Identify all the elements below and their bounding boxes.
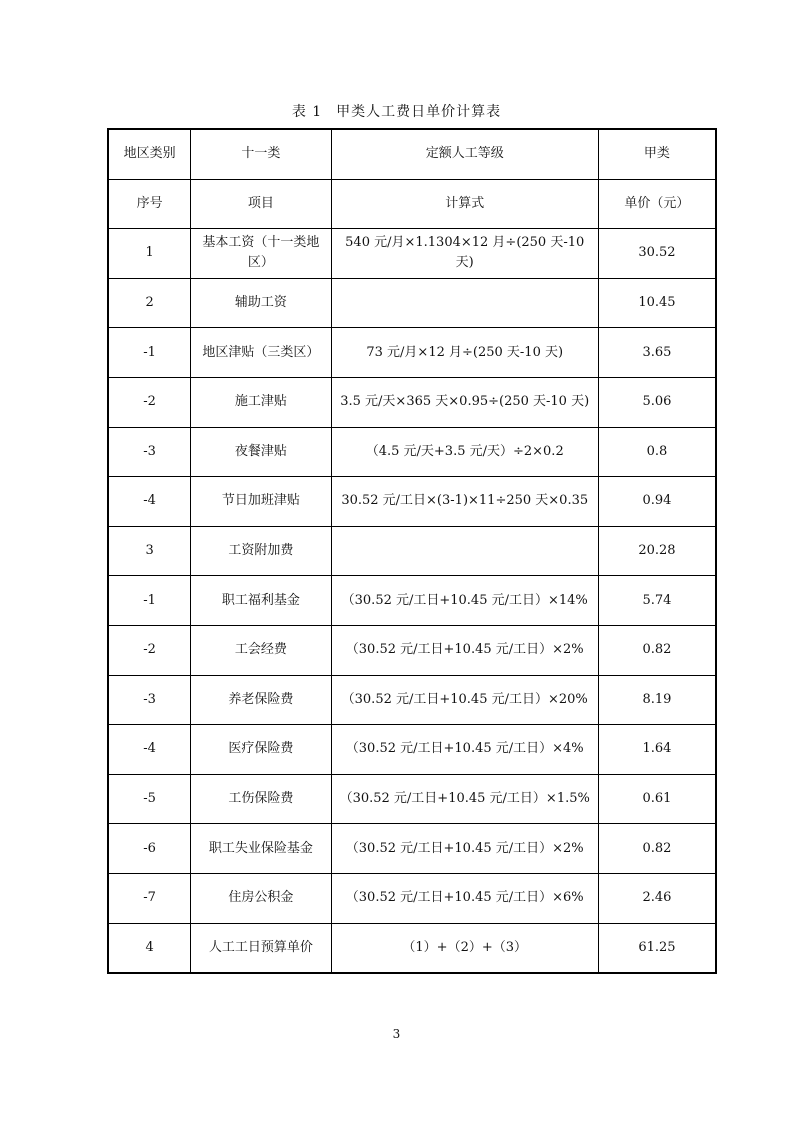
price-cell: 0.82 [598, 625, 716, 675]
formula-cell [331, 278, 598, 328]
formula-cell [331, 526, 598, 576]
price-cell: 20.28 [598, 526, 716, 576]
header-cell: 计算式 [331, 179, 598, 229]
row-number-cell: 4 [108, 923, 191, 973]
price-cell: 5.74 [598, 576, 716, 626]
item-cell: 工会经费 [191, 625, 331, 675]
price-cell: 5.06 [598, 377, 716, 427]
formula-cell: （30.52 元/工日+10.45 元/工日）×1.5% [331, 774, 598, 824]
table-row [108, 873, 716, 923]
price-cell: 8.19 [598, 675, 716, 725]
formula-cell: （30.52 元/工日+10.45 元/工日）×14% [331, 576, 598, 626]
table-row [108, 477, 716, 527]
row-number-cell: -3 [108, 675, 191, 725]
header-cell: 地区类别 [108, 129, 191, 179]
row-number-cell: -5 [108, 774, 191, 824]
table-row [108, 377, 716, 427]
formula-cell: 540 元/月×1.1304×12 月÷(250 天-10 天) [331, 229, 598, 279]
header-cell: 序号 [108, 179, 191, 229]
header-cell: 甲类 [598, 129, 716, 179]
table-body [108, 229, 716, 973]
formula-cell: （30.52 元/工日+10.45 元/工日）×6% [331, 873, 598, 923]
header-cell: 单价（元） [598, 179, 716, 229]
row-number-cell: -4 [108, 725, 191, 775]
formula-cell: （30.52 元/工日+10.45 元/工日）×2% [331, 824, 598, 874]
table-row [108, 526, 716, 576]
price-cell: 2.46 [598, 873, 716, 923]
price-cell: 1.64 [598, 725, 716, 775]
formula-cell: （4.5 元/天+3.5 元/天）÷2×0.2 [331, 427, 598, 477]
price-cell: 0.8 [598, 427, 716, 477]
formula-cell: 73 元/月×12 月÷(250 天-10 天) [331, 328, 598, 378]
table-row [108, 675, 716, 725]
item-cell: 人工工日预算单价 [191, 923, 331, 973]
table-row [108, 278, 716, 328]
item-cell: 基本工资（十一类地区） [191, 229, 331, 279]
table-header-row [108, 179, 716, 229]
row-number-cell: -1 [108, 328, 191, 378]
table-caption [0, 101, 793, 121]
row-number-cell: 1 [108, 229, 191, 279]
header-cell: 项目 [191, 179, 331, 229]
row-number-cell: 3 [108, 526, 191, 576]
table-row [108, 328, 716, 378]
item-cell: 职工失业保险基金 [191, 824, 331, 874]
table-title: 甲类人工费日单价计算表 [336, 104, 502, 120]
formula-cell: （30.52 元/工日+10.45 元/工日）×20% [331, 675, 598, 725]
row-number-cell: -2 [108, 625, 191, 675]
formula-cell: 30.52 元/工日×(3-1)×11÷250 天×0.35 [331, 477, 598, 527]
table-row [108, 923, 716, 973]
item-cell: 养老保险费 [191, 675, 331, 725]
price-cell: 10.45 [598, 278, 716, 328]
row-number-cell: -6 [108, 824, 191, 874]
table-row [108, 576, 716, 626]
formula-cell: （1）+（2）+（3） [331, 923, 598, 973]
row-number-cell: -3 [108, 427, 191, 477]
item-cell: 职工福利基金 [191, 576, 331, 626]
row-number-cell: -2 [108, 377, 191, 427]
table-row [108, 725, 716, 775]
formula-cell: 3.5 元/天×365 天×0.95÷(250 天-10 天) [331, 377, 598, 427]
row-number-cell: -4 [108, 477, 191, 527]
table-row [108, 824, 716, 874]
row-number-cell: 2 [108, 278, 191, 328]
page-number: 3 [392, 1027, 401, 1041]
item-cell: 节日加班津贴 [191, 477, 331, 527]
item-cell: 住房公积金 [191, 873, 331, 923]
table-header-row [108, 129, 716, 179]
item-cell: 工伤保险费 [191, 774, 331, 824]
price-cell: 30.52 [598, 229, 716, 279]
item-cell: 医疗保险费 [191, 725, 331, 775]
item-cell: 夜餐津贴 [191, 427, 331, 477]
header-cell: 定额人工等级 [331, 129, 598, 179]
price-cell: 61.25 [598, 923, 716, 973]
item-cell: 工资附加费 [191, 526, 331, 576]
table-row [108, 229, 716, 279]
price-cell: 3.65 [598, 328, 716, 378]
formula-cell: （30.52 元/工日+10.45 元/工日）×2% [331, 625, 598, 675]
table-number: 表 1 [291, 104, 323, 120]
row-number-cell: -1 [108, 576, 191, 626]
formula-cell: （30.52 元/工日+10.45 元/工日）×4% [331, 725, 598, 775]
price-cell: 0.82 [598, 824, 716, 874]
labor-cost-table [107, 128, 717, 974]
header-cell: 十一类 [191, 129, 331, 179]
price-cell: 0.61 [598, 774, 716, 824]
item-cell: 地区津贴（三类区） [191, 328, 331, 378]
table-row [108, 427, 716, 477]
row-number-cell: -7 [108, 873, 191, 923]
item-cell: 施工津贴 [191, 377, 331, 427]
price-cell: 0.94 [598, 477, 716, 527]
table-row [108, 774, 716, 824]
table-row [108, 625, 716, 675]
item-cell: 辅助工资 [191, 278, 331, 328]
